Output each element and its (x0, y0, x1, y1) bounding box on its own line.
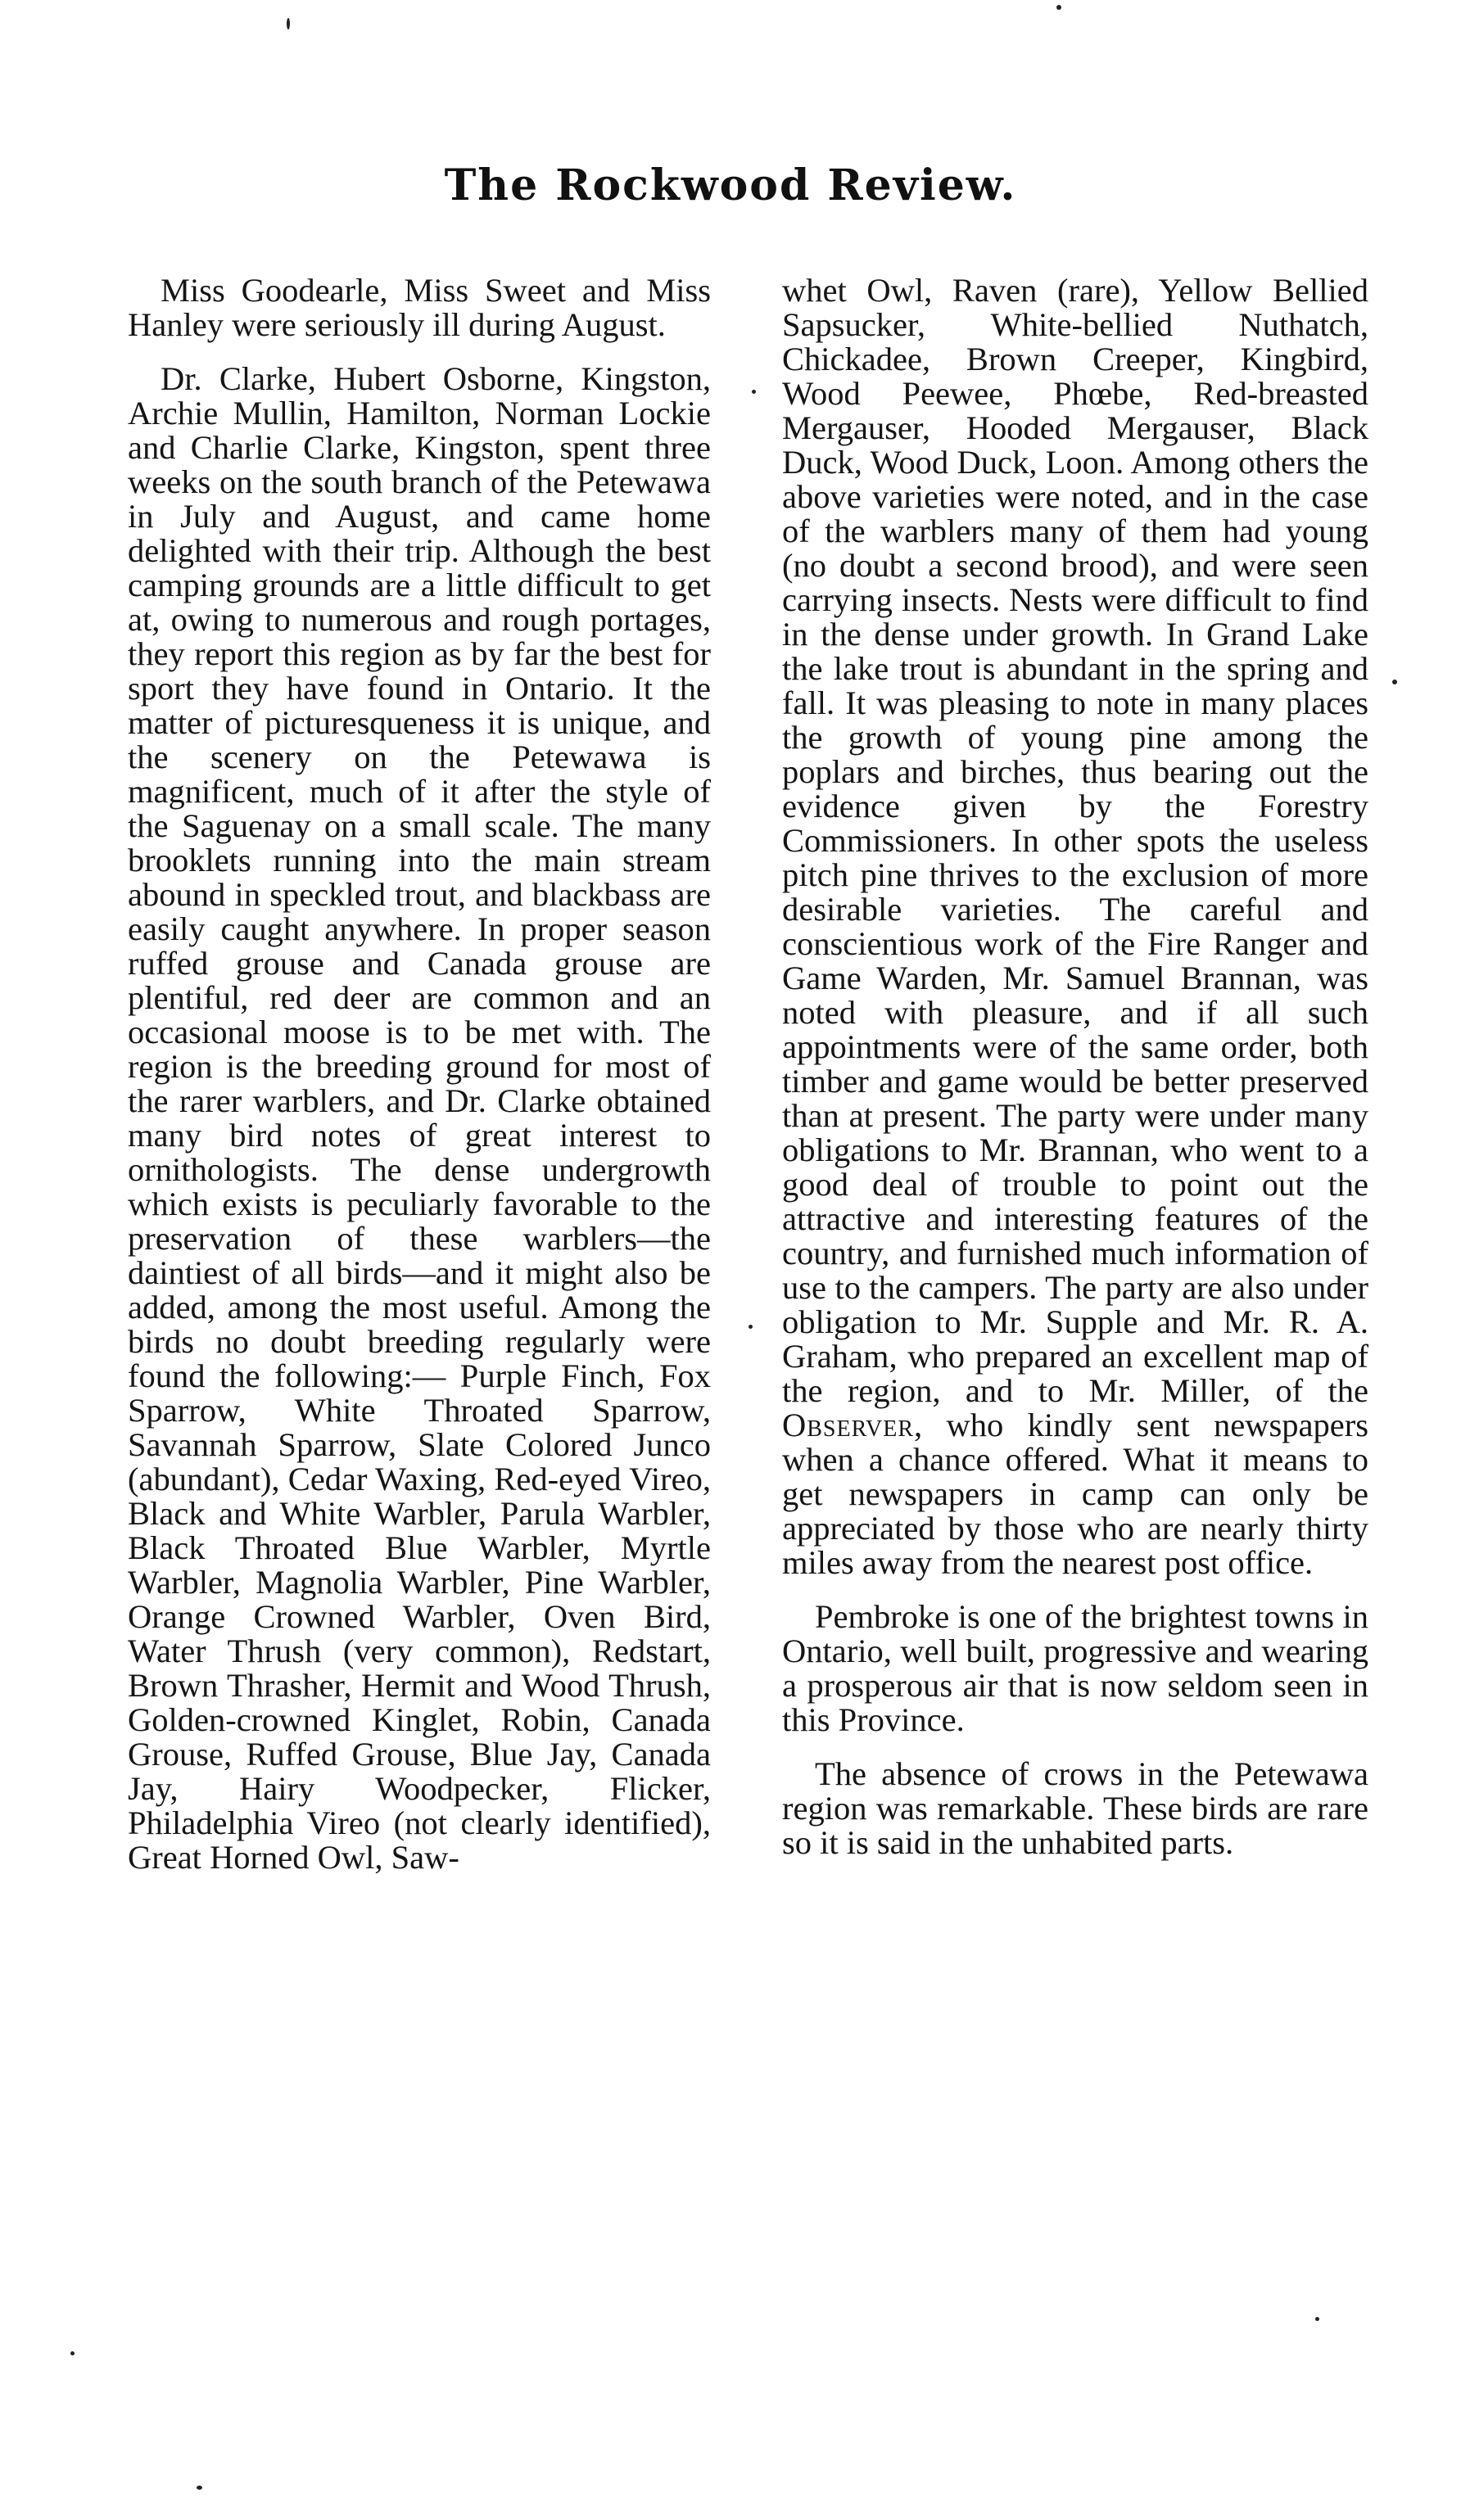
paragraph-pembroke: Pembroke is one of the brightest towns in Ontario, well built, progressive and wearing a prosperous air that is now seldom seen in this Province. (782, 1598, 1368, 1738)
right-column (782, 273, 1368, 1880)
left-column (128, 273, 711, 1895)
newspaper-name: Observer (782, 1407, 915, 1443)
scan-speck (1315, 2317, 1319, 2321)
scan-speck (197, 2486, 202, 2490)
scan-speck (287, 18, 290, 29)
scan-speck (752, 390, 756, 394)
paragraph-petewawa-trip-continued (782, 273, 1368, 1580)
paragraph-illness-note: Miss Goodearle, Miss Sweet and Miss Hanley were seriously ill during August. (128, 272, 711, 343)
paragraph-crows: The absence of crows in the Petewawa region was remarkable. These birds are rare so it is said in the unhabited parts. (782, 1755, 1368, 1861)
scan-speck (70, 2351, 75, 2355)
paragraph-petewawa-trip: Dr. Clarke, Hubert Osborne, Kingston, Archie Mullin, Hamilton, Norman Lockie and Charlie Clarke, Kingston, spent three weeks on the south branch of the Petewawa in July and August, and came home delighted with their trip. Although the best camping grounds are a little difficult to get at, owing to numerous and rough portages, they report this region as by far the best for sport they have found in Ontario. It the matter of picturesqueness it is unique, and the scenery on the Petewawa is magnificent, much of it after the style of the Saguenay on a small scale. The many brooklets running into the main stream abound in speckled trout, and blackbass are easily caught anywhere. In proper season ruffed grouse and Canada grouse are plentiful, red deer are common and an occasional moose is to be met with. The region is the breeding ground for most of the rarer warblers, and Dr. Clarke obtained many bird notes of great interest to ornithologists. The dense undergrowth which exists is peculiarly favorable to the preservation of these warblers—the daintiest of all birds—and it might also be added, among the most useful. Among the birds no doubt breeding regularly were found the following:— Purple Finch, Fox Sparrow, White Throated Sparrow, Savannah Sparrow, Slate Colored Junco (abundant), Cedar Waxing, Red-eyed Vireo, Black and White Warbler, Parula Warbler, Black Throated Blue Warbler, Myrtle Warbler, Magnolia Warbler, Pine Warbler, Orange Crowned Warbler, Oven Bird, Water Thrush (very common), Redstart, Brown Thrasher, Hermit and Wood Thrush, Golden-crowned Kinglet, Robin, Canada Grouse, Ruffed Grouse, Blue Jay, Canada Jay, Hairy Woodpecker, Flicker, Philadelphia Vireo (not clearly identified), Great Horned Owl, Saw- (128, 360, 711, 1876)
scan-speck (1056, 5, 1061, 10)
continued-text-end: , who kindly sent newspapers when a chance offered. What it means to get newspapers in camp can only be appreciated by those who are nearly thirty miles away from the nearest post office. (782, 1407, 1368, 1581)
scan-speck (1392, 680, 1397, 684)
page-title: The Rockwood Review. (444, 160, 1017, 210)
scan-speck (749, 1325, 753, 1329)
continued-text: whet Owl, Raven (rare), Yellow Bellied Sapsucker, White-bellied Nuthatch, Chickadee, Brown Creeper, Kingbird, Wood Peewee, Phœbe, Red-breasted Mergauser, Hooded Mergauser, Black Duck, Wood Duck, Loon. Among others the above varieties were noted, and in the case of the warblers many of them had young (no doubt a second brood), and were seen carrying insects. Nests were difficult to find in the dense under growth. In Grand Lake the lake trout is abundant in the spring and fall. It was pleasing to note in many places the growth of young pine among the poplars and birches, thus bearing out the evidence given by the Forestry Commissioners. In other spots the useless pitch pine thrives to the exclusion of more desirable varieties. The careful and conscientious work of the Fire Ranger and Game Warden, Mr. Samuel Brannan, was noted with pleasure, and if all such appointments were of the same order, both timber and game would be better preserved than at present. The party were under many obligations to Mr. Brannan, who went to a good deal of trouble to point out the attractive and interesting features of the country, and furnished much information of use to the campers. The party are also under obligation to Mr. Supple and Mr. R. A. Graham, who prepared an excellent map of the region, and to Mr. Miller, of the (782, 272, 1368, 1409)
